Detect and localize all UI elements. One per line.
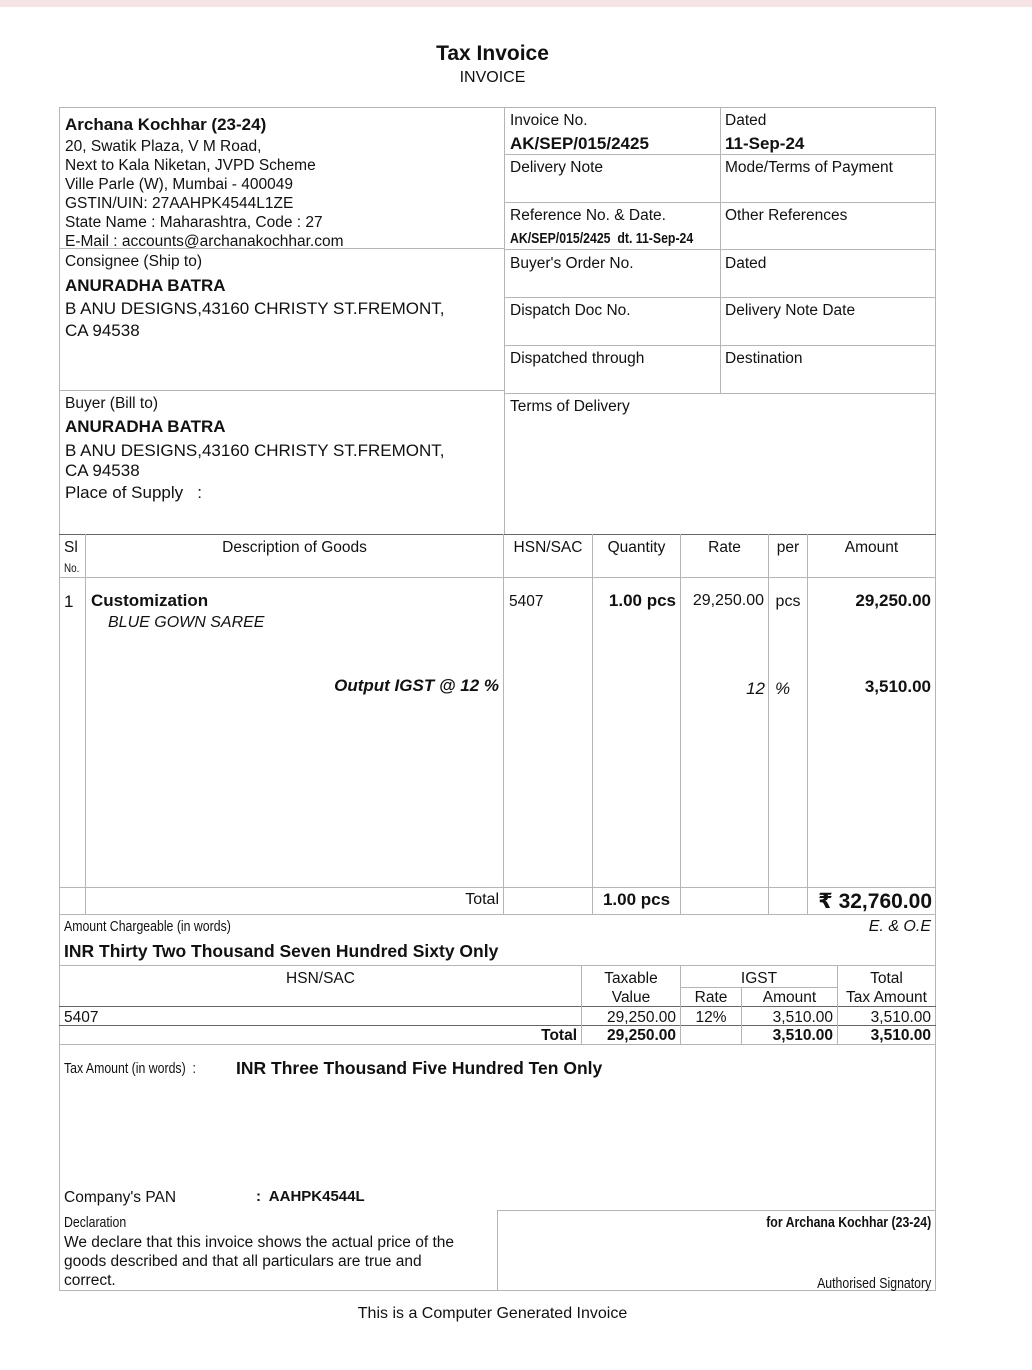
col-header-rate: Rate — [708, 539, 741, 556]
dispatch-doc-label: Dispatch Doc No. — [510, 302, 631, 319]
delivery-note-label: Delivery Note — [510, 159, 604, 176]
authorised-signatory: Authorised Signatory — [816, 1275, 931, 1292]
tax-col-header-total-tax: Tax Amount — [846, 989, 927, 1006]
consignee-address-line: B ANU DESIGNS,43160 CHRISTY ST.FREMONT, — [65, 299, 445, 318]
tax-line-amount: 3,510.00 — [864, 677, 931, 696]
order-dated-label: Dated — [725, 255, 767, 272]
reference-value: AK/SEP/015/2425 dt. 11-Sep-24 — [510, 230, 694, 247]
signature-for: for Archana Kochhar (23-24) — [766, 1214, 931, 1231]
other-references-label: Other References — [725, 207, 848, 224]
consignee-label: Consignee (Ship to) — [65, 253, 202, 270]
tax-line-per: % — [775, 679, 791, 698]
pan-label: Company's PAN — [64, 1189, 177, 1206]
buyer-label: Buyer (Bill to) — [65, 395, 159, 412]
tax-row-hsn: 5407 — [64, 1009, 99, 1026]
tax-words-label: Tax Amount (in words) : — [64, 1060, 196, 1077]
tax-row-amount: 3,510.00 — [772, 1009, 833, 1026]
col-header-per: per — [776, 539, 800, 556]
dated-label: Dated — [725, 112, 767, 129]
items-total-quantity: 1.00 pcs — [602, 890, 671, 909]
tax-col-header-taxable: Taxable — [604, 970, 658, 987]
item-name: Customization — [91, 591, 209, 610]
invoice-no-value: AK/SEP/015/2425 — [510, 134, 649, 153]
place-of-supply: Place of Supply : — [65, 483, 203, 502]
buyer-address-line: B ANU DESIGNS,43160 CHRISTY ST.FREMONT, — [65, 441, 445, 460]
tax-col-header-taxable-value: Value — [611, 989, 651, 1006]
item-subdescription: BLUE GOWN SAREE — [108, 614, 265, 631]
amount-words-value: INR Thirty Two Thousand Seven Hundred Sixty Only — [64, 941, 499, 961]
seller-address-line: 20, Swatik Plaza, V M Road, — [65, 138, 262, 155]
dated-value: 11-Sep-24 — [725, 134, 805, 153]
consignee-name: ANURADHA BATRA — [65, 276, 226, 295]
declaration-text-line: We declare that this invoice shows the actual price of the — [64, 1234, 455, 1251]
tax-total-total: 3,510.00 — [870, 1027, 931, 1044]
terms-of-delivery-label: Terms of Delivery — [510, 398, 630, 415]
col-header-amount: Amount — [844, 539, 899, 556]
tax-total-amount: 3,510.00 — [772, 1027, 833, 1044]
item-hsn: 5407 — [509, 593, 544, 610]
page-subtitle: INVOICE — [459, 69, 526, 86]
mode-terms-label: Mode/Terms of Payment — [725, 159, 893, 176]
tax-col-header-amount: Amount — [762, 989, 817, 1006]
buyer-name: ANURADHA BATRA — [65, 417, 226, 436]
top-strip — [0, 0, 1032, 7]
destination-label: Destination — [725, 350, 803, 367]
reference-label: Reference No. & Date. — [510, 207, 666, 224]
tax-total-label: Total — [541, 1027, 577, 1044]
invoice-no-label: Invoice No. — [510, 112, 588, 129]
page-title: Tax Invoice — [436, 42, 549, 65]
items-total-label: Total — [465, 891, 499, 908]
consignee-address-line: CA 94538 — [65, 321, 140, 340]
item-amount: 29,250.00 — [855, 591, 931, 610]
tax-col-header-igst: IGST — [740, 970, 778, 987]
tax-line-rate: 12 — [746, 679, 765, 698]
dispatched-through-label: Dispatched through — [510, 350, 645, 367]
item-sl: 1 — [64, 592, 74, 611]
declaration-text-line: goods described and that all particulars are true and — [64, 1253, 422, 1270]
tax-total-taxable: 29,250.00 — [607, 1027, 676, 1044]
tax-line-label: Output IGST @ 12 % — [334, 676, 499, 695]
col-header-quantity: Quantity — [607, 539, 666, 556]
declaration-label: Declaration — [64, 1214, 127, 1231]
seller-gstin: GSTIN/UIN: 27AAHPK4544L1ZE — [65, 195, 294, 212]
seller-address-line: Ville Parle (W), Mumbai - 400049 — [65, 176, 293, 193]
col-header-hsn: HSN/SAC — [513, 539, 583, 556]
tax-col-header-rate: Rate — [694, 989, 728, 1006]
footer-note: This is a Computer Generated Invoice — [357, 1305, 628, 1322]
item-quantity: 1.00 pcs — [608, 591, 676, 610]
seller-email: E-Mail : accounts@archanakochhar.com — [65, 233, 344, 250]
declaration-text-line: correct. — [64, 1272, 116, 1289]
tax-row-rate: 12% — [695, 1009, 727, 1026]
seller-address-line: Next to Kala Niketan, JVPD Scheme — [65, 157, 316, 174]
grand-total-amount: ₹ 32,760.00 — [818, 890, 932, 913]
tax-col-header-hsn: HSN/SAC — [286, 970, 355, 987]
col-header-description: Description of Goods — [222, 539, 367, 556]
eoe-note: E. & O.E — [868, 918, 931, 935]
col-header-sl: Sl — [64, 539, 78, 556]
tax-words-value: INR Three Thousand Five Hundred Ten Only — [236, 1058, 603, 1078]
seller-name: Archana Kochhar (23-24) — [65, 115, 267, 134]
buyer-address-line: CA 94538 — [65, 461, 140, 480]
tax-row-taxable: 29,250.00 — [607, 1009, 676, 1026]
amount-words-label: Amount Chargeable (in words) — [64, 918, 231, 935]
item-rate: 29,250.00 — [692, 592, 764, 609]
buyers-order-label: Buyer's Order No. — [510, 255, 634, 272]
pan-value: : AAHPK4544L — [256, 1188, 365, 1205]
seller-state: State Name : Maharashtra, Code : 27 — [65, 214, 323, 231]
item-per: pcs — [775, 593, 801, 610]
tax-col-header-total: Total — [870, 970, 903, 987]
delivery-note-date-label: Delivery Note Date — [725, 302, 856, 319]
col-header-no: No. — [64, 561, 80, 575]
tax-row-total: 3,510.00 — [870, 1009, 931, 1026]
